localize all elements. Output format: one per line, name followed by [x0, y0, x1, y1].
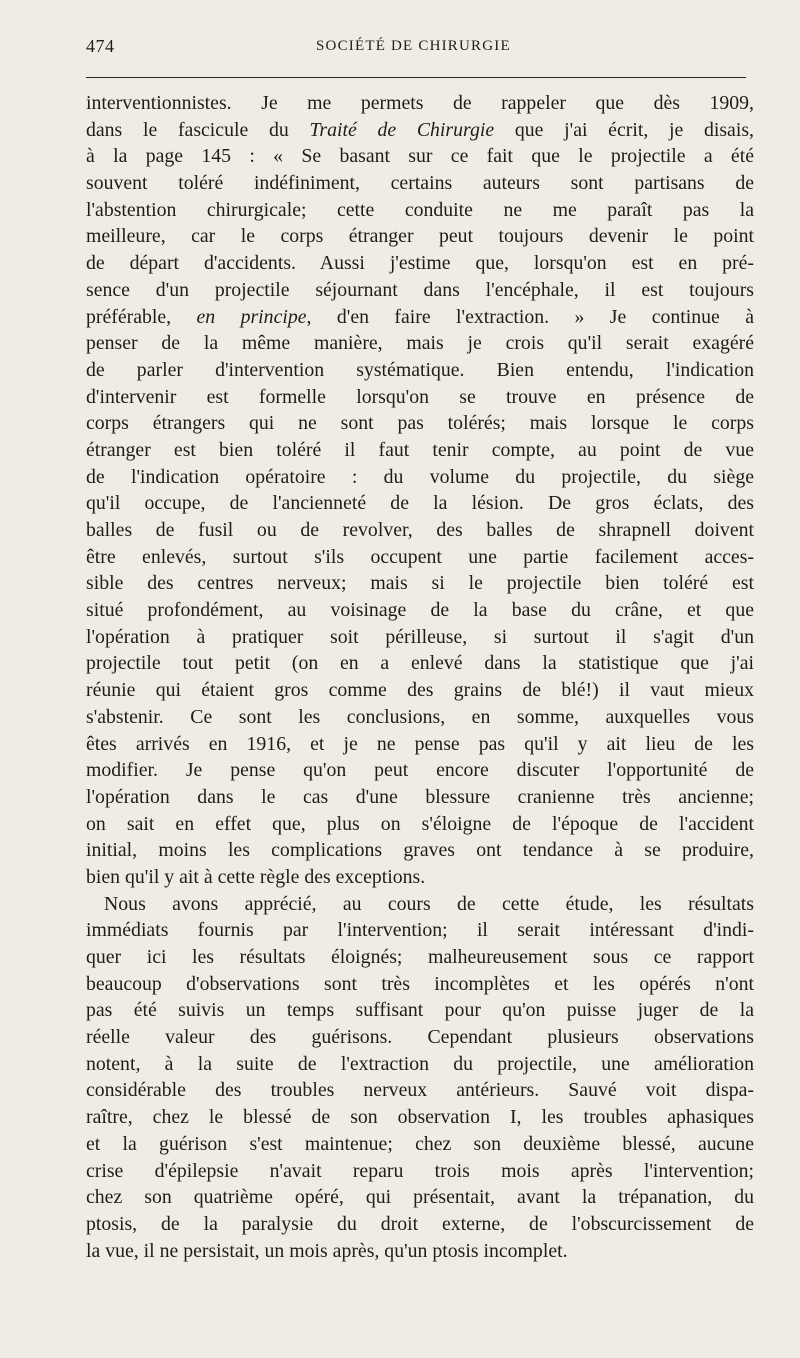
text-line: situé profondément, au voisinage de la base du crâne, et que	[86, 599, 754, 622]
text-line: initial, moins les complications graves ont tendance à se produire,	[86, 839, 754, 862]
text-line	[86, 304, 754, 331]
body-text	[86, 90, 754, 1264]
text-fragment: , d'en faire l'extraction. » Je continue à	[306, 305, 754, 328]
text-line: s'abstenir. Ce sont les conclusions, en somme, auxquelles vous	[86, 705, 754, 728]
text-line: crise d'épilepsie n'avait reparu trois mois après l'intervention;	[86, 1159, 754, 1182]
text-line: immédiats fournis par l'intervention; il serait intéressant d'indi-	[86, 919, 754, 942]
text-line: meilleure, car le corps étranger peut toujours devenir le point	[86, 225, 754, 248]
text-line: la vue, il ne persistait, un mois après, qu'un ptosis incomplet.	[86, 1239, 568, 1262]
text-line: pas été suivis un temps suffisant pour qu'on puisse juger de la	[86, 999, 754, 1022]
text-line: quer ici les résultats éloignés; malheureusement sous ce rapport	[86, 946, 754, 968]
text-line: Nous avons apprécié, au cours de cette étude, les résultats	[104, 892, 754, 915]
text-line	[86, 117, 754, 144]
text-line: sible des centres nerveux; mais si le projectile bien toléré est	[86, 572, 754, 595]
text-line: chez son quatrième opéré, qui présentait, avant la trépanation, du	[86, 1186, 754, 1209]
text-fragment: que j'ai écrit, je disais,	[514, 118, 754, 141]
text-line: notent, à la suite de l'extraction du projectile, une amélioration	[86, 1052, 754, 1075]
text-line: étranger est bien toléré il faut tenir compte, au point de vue	[86, 438, 754, 461]
text-line: projectile tout petit (on en a enlevé dans la statistique que j'ai	[86, 652, 754, 675]
text-line: corps étrangers qui ne sont pas tolérés; mais lorsque le corps	[86, 412, 754, 435]
text-line: réelle valeur des guérisons. Cependant plusieurs observations	[86, 1026, 754, 1049]
page-header	[86, 36, 746, 60]
text-line: à la page 145 : « Se basant sur ce fait que le projectile a été	[86, 145, 754, 168]
text-line: sence d'un projectile séjournant dans l'encéphale, il est toujours	[86, 278, 754, 301]
text-line: de départ d'accidents. Aussi j'estime que, lorsqu'on est en pré-	[86, 252, 754, 275]
text-line: être enlevés, surtout s'ils occupent une partie facilement acces-	[86, 545, 754, 568]
text-line: qu'il occupe, de l'ancienneté de la lésion. De gros éclats, des	[86, 492, 754, 515]
text-fragment: préférable,	[86, 305, 172, 328]
text-line: on sait en effet que, plus on s'éloigne de l'époque de l'accident	[86, 812, 754, 835]
text-line: l'abstention chirurgicale; cette conduite ne me paraît pas la	[86, 198, 754, 221]
text-line: considérable des troubles nerveux antérieurs. Sauvé voit dispa-	[86, 1079, 754, 1102]
text-line: de parler d'intervention systématique. Bien entendu, l'indication	[86, 358, 754, 381]
text-line: de l'indication opératoire : du volume du projectile, du siège	[86, 465, 754, 488]
text-line: raître, chez le blessé de son observation I, les troubles aphasiques	[86, 1106, 754, 1129]
text-fragment: dans le fascicule du	[86, 118, 289, 141]
text-line: ptosis, de la paralysie du droit externe, de l'obscurcissement de	[86, 1212, 754, 1235]
text-line: balles de fusil ou de revolver, des balles de shrapnell doivent	[86, 519, 754, 541]
text-line: et la guérison s'est maintenue; chez son deuxième blessé, aucune	[86, 1132, 754, 1155]
book-title: Traité de Chirurgie	[309, 118, 495, 141]
page-number: 474	[86, 36, 115, 56]
text-line: souvent toléré indéfiniment, certains auteurs sont partisans de	[86, 172, 754, 195]
text-line: êtes arrivés en 1916, et je ne pense pas qu'il y ait lieu de les	[86, 732, 754, 755]
text-line: beaucoup d'observations sont très incomplètes et les opérés n'ont	[86, 972, 754, 995]
text-line: bien qu'il y ait à cette règle des exceptions.	[86, 865, 426, 888]
text-line: modifier. Je pense qu'on peut encore discuter l'opportunité de	[86, 759, 754, 782]
text-line: d'intervenir est formelle lorsqu'on se trouve en présence de	[86, 385, 754, 408]
header-rule	[86, 77, 746, 78]
text-line: interventionnistes. Je me permets de rappeler que dès 1909,	[86, 92, 754, 114]
running-title: SOCIÉTÉ DE CHIRURGIE	[316, 38, 511, 54]
text-line: penser de la même manière, mais je crois qu'il serait exagéré	[86, 332, 754, 355]
text-line: l'opération dans le cas d'une blessure cranienne très ancienne;	[86, 785, 754, 808]
emphasis: en principe	[196, 305, 307, 328]
text-line: l'opération à pratiquer soit périlleuse, si surtout il s'agit d'un	[86, 625, 754, 648]
text-line: réunie qui étaient gros comme des grains de blé!) il vaut mieux	[86, 679, 754, 702]
